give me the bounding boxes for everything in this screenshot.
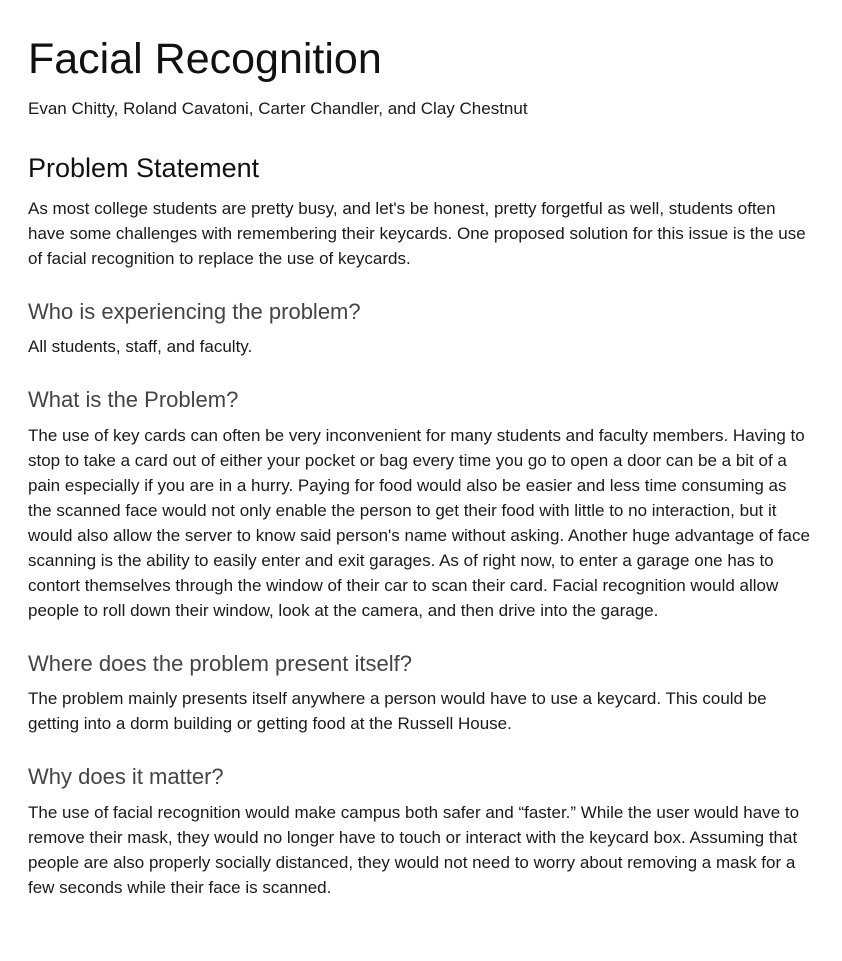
who-heading: Who is experiencing the problem? [28,299,361,325]
problem-statement-body: As most college students are pretty busy, and let's be honest, pretty forgetful as well, students often have some challenges with remembering their keycards. One proposed solution for this issue is the use of facial recognition to replace the use of keycards. [28,199,806,269]
page-title: Facial Recognition [28,35,382,83]
authors-line: Evan Chitty, Roland Cavatoni, Carter Chandler, and Clay Chestnut [28,98,528,118]
problem-statement-heading: Problem Statement [28,152,260,183]
why-heading: Why does it matter? [28,764,224,790]
where-body: The problem mainly presents itself anywhere a person would have to use a keycard. This could be getting into a dorm building or getting food at the Russell House. [28,689,767,734]
what-heading: What is the Problem? [28,387,239,413]
what-body: The use of key cards can often be very inconvenient for many students and faculty members. Having to stop to take a card out of either your pocket or bag every time you go to open a door can be a bit of a pain especially if you are in a hurry. Paying for food would also be easier and less time consuming as the scanned face would not only enable the person to get their food with little to no interaction, but it would also allow the server to know said person's name without asking. Another huge advantage of face scanning is the ability to easily enter and exit garages. As of right now, to enter a garage one has to contort themselves through the window of their car to scan their card. Facial recognition would allow people to roll down their window, look at the camera, and then drive into the garage. [28,425,810,620]
where-heading: Where does the problem present itself? [28,650,412,676]
who-body: All students, staff, and faculty. [28,337,253,357]
why-body: The use of facial recognition would make campus both safer and “faster.” While the user would have to remove their mask, they would no longer have to touch or interact with the keycard box. Assuming that people are also properly socially distanced, they would not need to worry about removing a mask for a few seconds while their face is scanned. [28,802,800,897]
